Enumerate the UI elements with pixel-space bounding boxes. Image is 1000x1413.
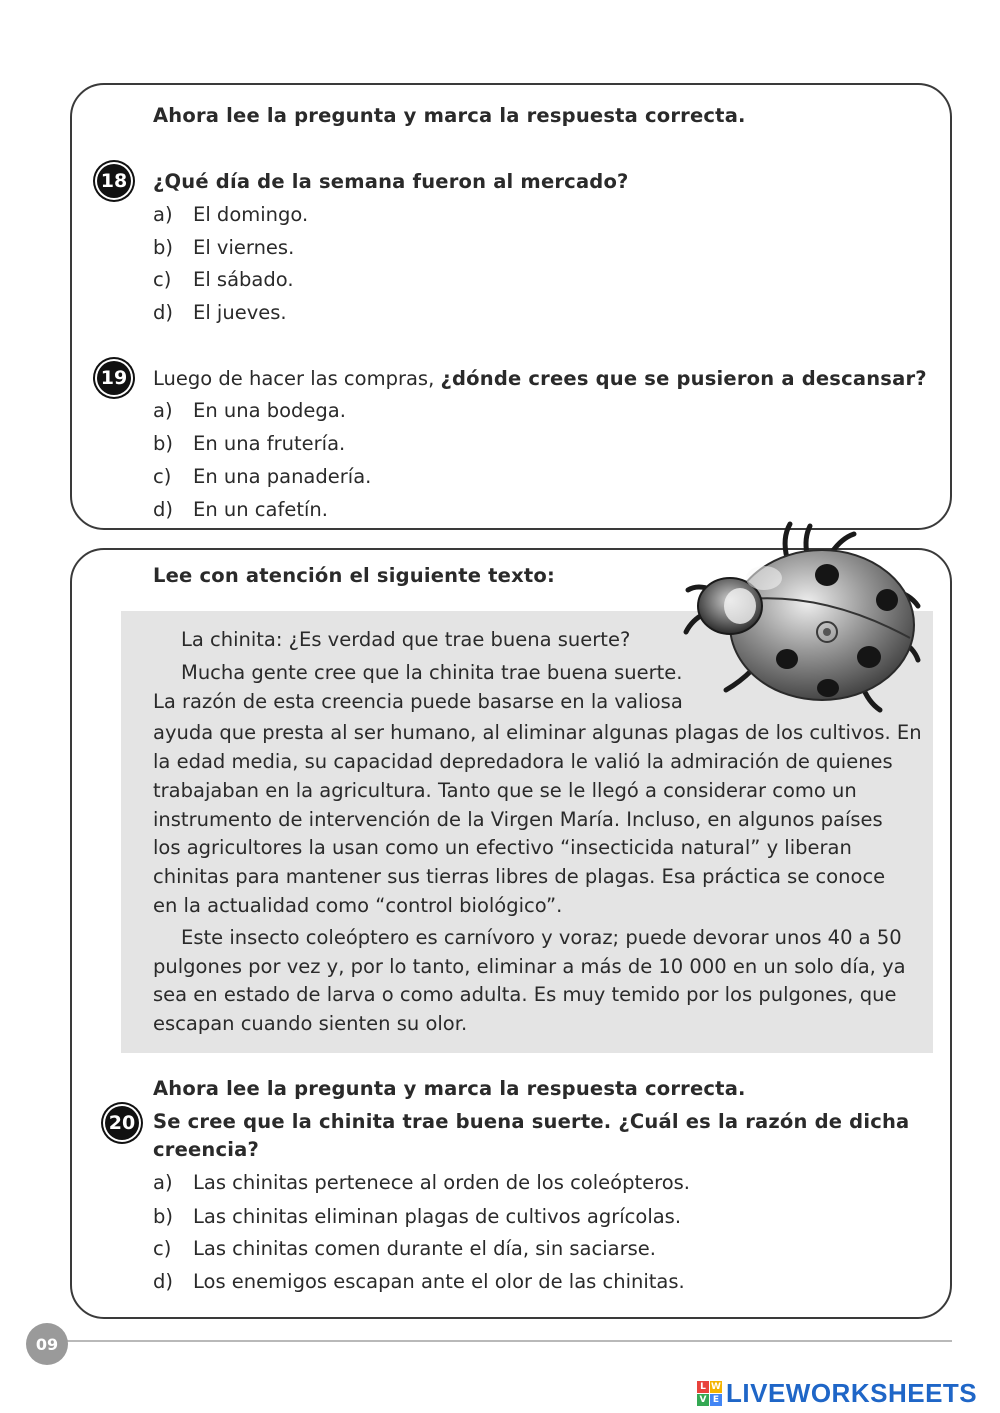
- option-letter: a): [153, 1171, 173, 1194]
- option-text: Las chinitas pertenece al orden de los coleópteros.: [193, 1171, 690, 1194]
- question-19-text: [153, 367, 927, 391]
- instruction-3: Ahora lee la pregunta y marca la respuesta correcta.: [153, 1077, 746, 1100]
- option-text: En una panadería.: [193, 465, 372, 488]
- q18-option-d[interactable]: [153, 301, 287, 325]
- option-letter: c): [153, 465, 172, 488]
- option-text: Las chinitas comen durante el día, sin saciarse.: [193, 1237, 656, 1260]
- q19-option-c[interactable]: [153, 465, 371, 489]
- liveworksheets-brand[interactable]: [697, 1378, 977, 1408]
- option-letter: b): [153, 432, 173, 455]
- option-letter: c): [153, 1237, 172, 1260]
- option-text: El domingo.: [193, 203, 309, 226]
- reading-line: escapan cuando sienten su olor.: [153, 1012, 468, 1035]
- q20-option-c[interactable]: [153, 1237, 656, 1261]
- question-20-line2: creencia?: [153, 1138, 260, 1161]
- option-letter: d): [153, 301, 173, 324]
- q20-option-d[interactable]: [153, 1270, 685, 1294]
- reading-line: en la actualidad como “control biológico”.: [153, 894, 563, 917]
- option-letter: d): [153, 1270, 173, 1293]
- reading-line: trabajaban en la agricultura. Tanto que se le llegó a considerar como un: [153, 779, 857, 802]
- option-text: Los enemigos escapan ante el olor de las chinitas.: [193, 1270, 685, 1293]
- option-text: En un cafetín.: [193, 498, 328, 521]
- option-letter: a): [153, 203, 173, 226]
- instruction-2: Lee con atención el siguiente texto:: [153, 564, 555, 587]
- option-letter: a): [153, 399, 173, 422]
- reading-line: chinitas para mantener sus tierras libres de plagas. Esa práctica se conoce: [153, 865, 886, 888]
- question-20-line1: Se cree que la chinita trae buena suerte. ¿Cuál es la razón de dicha: [153, 1110, 910, 1133]
- q18-option-a[interactable]: [153, 203, 308, 227]
- option-text: En una bodega.: [193, 399, 346, 422]
- footer-divider: [66, 1340, 952, 1342]
- reading-line: los agricultores la usan como un efectivo “insecticida natural” y liberan: [153, 836, 852, 859]
- logo-square: V: [697, 1394, 709, 1406]
- option-letter: c): [153, 268, 172, 291]
- reading-line: pulgones por vez y, por lo tanto, eliminar a más de 10 000 en un solo día, ya: [153, 955, 906, 978]
- option-letter: b): [153, 236, 173, 259]
- reading-line: instrumento de intervención de la Virgen María. Incluso, en algunos países: [153, 808, 883, 831]
- option-letter: d): [153, 498, 173, 521]
- q18-option-c[interactable]: [153, 268, 294, 292]
- instruction-1: Ahora lee la pregunta y marca la respuesta correcta.: [153, 104, 746, 127]
- question-number-18: 18: [97, 164, 131, 198]
- q19-option-a[interactable]: [153, 399, 346, 423]
- reading-line: ayuda que presta al ser humano, al eliminar algunas plagas de los cultivos. En: [153, 721, 922, 744]
- q20-option-a[interactable]: [153, 1171, 690, 1195]
- reading-line: Este insecto coleóptero es carnívoro y voraz; puede devorar unos 40 a 50: [181, 926, 902, 949]
- reading-line: La razón de esta creencia puede basarse en la valiosa: [153, 690, 683, 713]
- option-text: El viernes.: [193, 236, 295, 259]
- q18-option-b[interactable]: [153, 236, 294, 260]
- brand-name: LIVEWORKSHEETS: [726, 1377, 978, 1408]
- option-text: En una frutería.: [193, 432, 346, 455]
- logo-square: E: [710, 1394, 722, 1406]
- liveworksheets-logo-icon: [697, 1381, 722, 1406]
- reading-line: Mucha gente cree que la chinita trae buena suerte.: [181, 661, 683, 684]
- q19-option-d[interactable]: [153, 498, 328, 522]
- option-letter: b): [153, 1205, 173, 1228]
- reading-line: la edad media, su capacidad depredadora le valió la admiración de quienes: [153, 750, 893, 773]
- option-text: Las chinitas eliminan plagas de cultivos agrícolas.: [193, 1205, 682, 1228]
- question-19-prefix: Luego de hacer las compras,: [153, 367, 441, 390]
- q20-option-b[interactable]: [153, 1205, 681, 1229]
- reading-line: sea en estado de larva o como adulta. Es muy temido por los pulgones, que: [153, 983, 897, 1006]
- question-number-19: 19: [97, 361, 131, 395]
- logo-square: W: [711, 1381, 721, 1392]
- question-19-bold: ¿dónde crees que se pusieron a descansar?: [440, 367, 927, 390]
- option-text: El jueves.: [193, 301, 287, 324]
- q19-option-b[interactable]: [153, 432, 345, 456]
- ladybug-illustration: [682, 520, 922, 720]
- question-number-20: 20: [105, 1106, 139, 1140]
- question-18-text: ¿Qué día de la semana fueron al mercado?: [153, 170, 629, 193]
- option-text: El sábado.: [193, 268, 294, 291]
- logo-square: L: [697, 1381, 709, 1393]
- page-number: 09: [26, 1323, 68, 1365]
- reading-title: La chinita: ¿Es verdad que trae buena suerte?: [181, 628, 631, 651]
